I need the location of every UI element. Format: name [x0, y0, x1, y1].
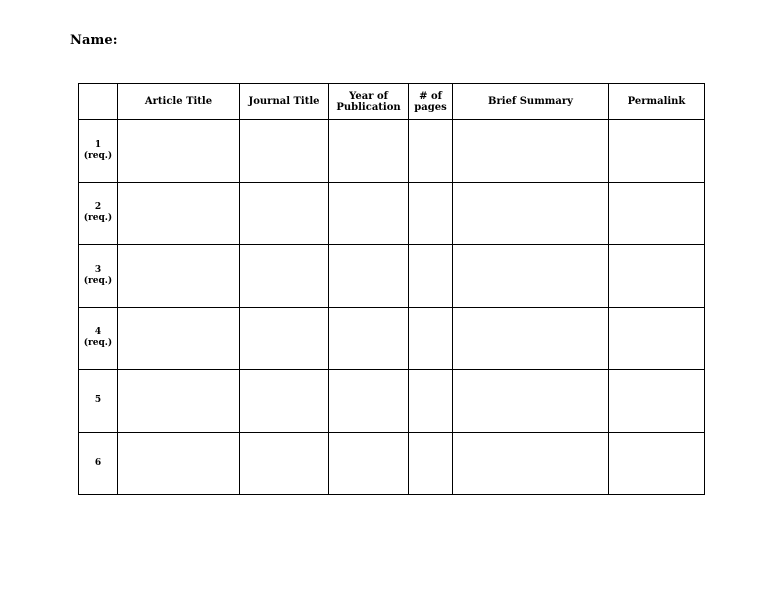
header-journal-title-text: Journal Title: [248, 96, 320, 107]
pages-cell[interactable]: [409, 182, 453, 245]
row-number-cell: [79, 245, 118, 308]
row-number-cell: [79, 370, 118, 433]
permalink-cell[interactable]: [609, 245, 705, 308]
journal-title-cell[interactable]: [240, 370, 329, 433]
table-row: [79, 120, 705, 183]
year-cell[interactable]: [329, 307, 409, 370]
journal-title-cell[interactable]: [240, 182, 329, 245]
table-row: [79, 307, 705, 370]
row-required-note: (req.): [83, 338, 113, 349]
header-pages-line-1: # of: [419, 90, 442, 102]
header-permalink: [609, 84, 705, 120]
header-row: [79, 84, 705, 120]
summary-cell[interactable]: [453, 307, 609, 370]
row-number: 3: [94, 264, 102, 275]
summary-cell[interactable]: [453, 432, 609, 495]
year-cell[interactable]: [329, 120, 409, 183]
row-number: 5: [94, 395, 102, 406]
article-log-table: [78, 83, 705, 495]
row-required-note: (req.): [83, 213, 113, 224]
header-article-title: [118, 84, 240, 120]
row-number: 4: [94, 327, 102, 338]
table-row: [79, 432, 705, 495]
name-label: Name:: [70, 33, 118, 48]
header-brief-summary: [453, 84, 609, 120]
row-number-cell: [79, 432, 118, 495]
row-required-note: (req.): [83, 275, 113, 286]
permalink-cell[interactable]: [609, 432, 705, 495]
summary-cell[interactable]: [453, 182, 609, 245]
article-title-cell[interactable]: [118, 307, 240, 370]
row-number-cell: [79, 120, 118, 183]
row-number-cell: [79, 182, 118, 245]
summary-cell[interactable]: [453, 120, 609, 183]
header-year-line-2: Publication: [336, 101, 401, 113]
row-number-cell: [79, 307, 118, 370]
article-title-cell[interactable]: [118, 245, 240, 308]
year-cell[interactable]: [329, 432, 409, 495]
header-num-pages: [409, 84, 453, 120]
article-title-cell[interactable]: [118, 120, 240, 183]
permalink-cell[interactable]: [609, 182, 705, 245]
header-journal-title: [240, 84, 329, 120]
pages-cell[interactable]: [409, 307, 453, 370]
row-number: 1: [94, 139, 102, 150]
journal-title-cell[interactable]: [240, 245, 329, 308]
summary-cell[interactable]: [453, 245, 609, 308]
pages-cell[interactable]: [409, 120, 453, 183]
header-year-line-1: Year of: [349, 90, 388, 102]
article-title-cell[interactable]: [118, 432, 240, 495]
header-year-of-publication: [329, 84, 409, 120]
header-permalink-text: Permalink: [627, 96, 686, 107]
row-number: 2: [94, 202, 102, 213]
permalink-cell[interactable]: [609, 307, 705, 370]
journal-title-cell[interactable]: [240, 432, 329, 495]
table-row: [79, 245, 705, 308]
article-title-cell[interactable]: [118, 182, 240, 245]
header-brief-summary-text: Brief Summary: [488, 96, 573, 107]
summary-cell[interactable]: [453, 370, 609, 433]
journal-title-cell[interactable]: [240, 120, 329, 183]
pages-cell[interactable]: [409, 370, 453, 433]
header-corner-cell: [79, 84, 118, 120]
pages-cell[interactable]: [409, 432, 453, 495]
row-required-note: (req.): [83, 150, 113, 161]
table-row: [79, 370, 705, 433]
table-row: [79, 182, 705, 245]
pages-cell[interactable]: [409, 245, 453, 308]
year-cell[interactable]: [329, 182, 409, 245]
article-title-cell[interactable]: [118, 370, 240, 433]
header-article-title-text: Article Title: [144, 96, 213, 107]
permalink-cell[interactable]: [609, 370, 705, 433]
year-cell[interactable]: [329, 245, 409, 308]
year-cell[interactable]: [329, 370, 409, 433]
row-number: 6: [94, 457, 102, 468]
journal-title-cell[interactable]: [240, 307, 329, 370]
header-pages-line-2: pages: [414, 101, 447, 113]
permalink-cell[interactable]: [609, 120, 705, 183]
